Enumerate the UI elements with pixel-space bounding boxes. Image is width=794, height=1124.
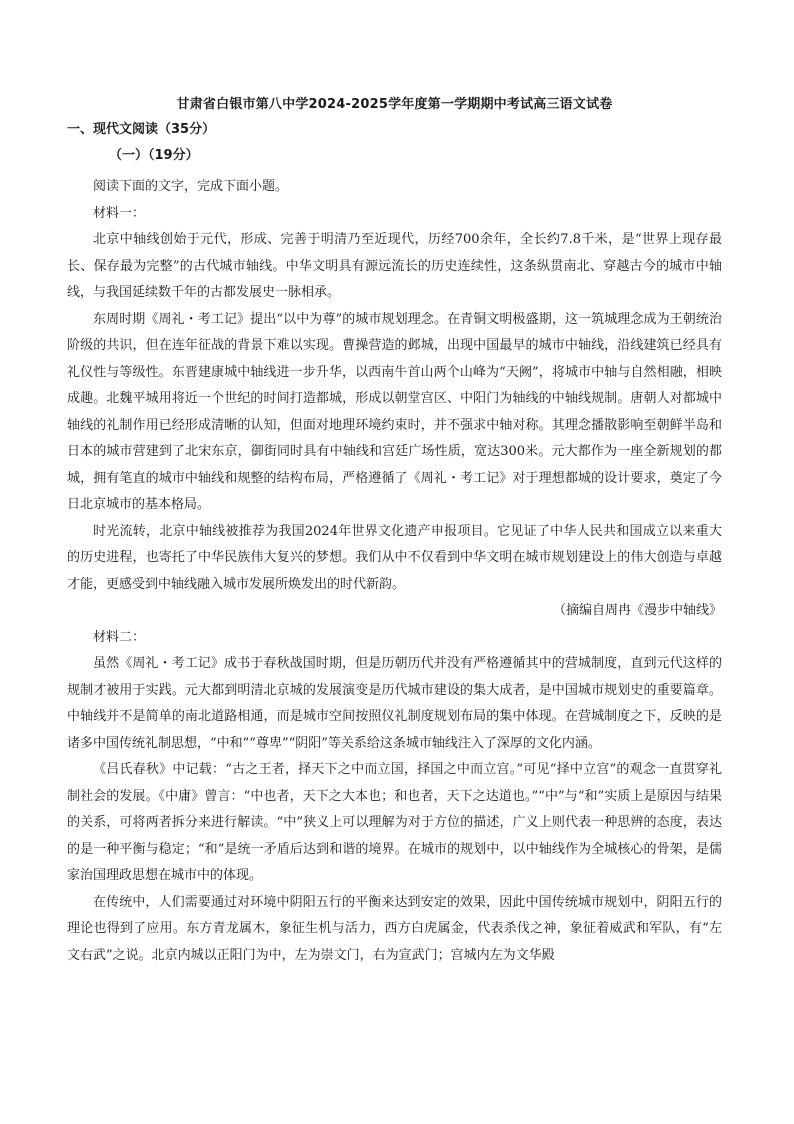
instruction-text: 阅读下面的文字，完成下面小题。 bbox=[93, 179, 289, 194]
material1-paragraph: 时光流转，北京中轴线被推荐为我国2024年世界文化遗产申报项目。它见证了中华人民共和国成立以来重大的历史进程，也寄托了中华民族伟大复兴的梦想。我们从中不仅看到中华文明在城市规划建设上的伟大创造与卓越才能，更感受到中轴线融入城市发展所焕发出的时代新韵。 bbox=[67, 523, 722, 592]
material2-paragraph: 虽然《周礼・考工记》成书于春秋战国时期，但是历朝历代并没有严格遵循其中的营城制度，直到元代这样的规制才被用于实践。元大都到明清北京城的发展演变是历代城市建设的集大成者，是中国城市规划史的重要篇章。中轴线并不是简单的南北道路相通，而是城市空间按照仪礼制度规划布局的集中体现。在营城制度之下，反映的是诸多中国传统礼制思想，“中和”“尊卑”“阴阳”等关系给这条城市轴线注入了深厚的文化内涵。 bbox=[67, 656, 722, 751]
section-heading: 一、现代文阅读（35分） bbox=[67, 122, 216, 137]
material1-paragraph: 北京中轴线创始于元代，形成、完善于明清乃至近现代，历经700余年，全长约7.8千米，是“世界上现存最长、保存最为完整”的古代城市轴线。中华文明具有源远流长的历史连续性，这条纵贯南北、穿越古今的城市中轴线，与我国延续数千年的古都发展史一脉相承。 bbox=[67, 232, 722, 300]
material2-paragraph: 在传统中，人们需要通过对环境中阴阳五行的平衡来达到安定的效果，因此中国传统城市规划中，阴阳五行的理论也得到了应用。东方青龙属木，象征生机与活力，西方白虎属金，代表杀伐之神，象征着威武和军队，有“左文右武”之说。北京内城以正阳门为中，左为崇文门，右为宣武门；宫城内左为文华殿 bbox=[67, 894, 722, 963]
material1-paragraph: 东周时期《周礼・考工记》提出“以中为尊”的城市规划理念。在青铜文明极盛期，这一筑城理念成为王朝统治阶级的共识，但在连年征战的背景下难以实现。曹操营造的邺城，出现中国最早的城市中轴线，沿线建筑已经具有礼仪性与等级性。东晋建康城中轴线进一步升华，以西南牛首山两个山峰为“天阙”，将城市中轴与自然相融，相映成趣。北魏平城用将近一个世纪的时间打造都城，形成以朝堂宫区、中阳门为轴线的中轴线规制。唐朝人对都城中轴线的礼制作用已经形成清晰的认知，但面对地理环境约束时，并不强求中轴对称。其理念播散影响至朝鲜半岛和日本的城市营建到了北宋东京，御街同时具有中轴线和宫廷广场性质，宽达300米。元大都作为一座全新规划的都城，拥有笔直的城市中轴线和规整的结构布局，严格遵循了《周礼・考工记》对于理想都城的设计要求，奠定了今日北京城市的基本格局。 bbox=[67, 311, 722, 512]
material2-label: 材料二： bbox=[93, 629, 146, 645]
material1-label: 材料一： bbox=[93, 205, 146, 221]
material1-source: （摘编自周冉《漫步中轴线》 bbox=[552, 603, 722, 618]
subsection-heading: （一）（19分） bbox=[109, 148, 199, 163]
material2-paragraph: 《吕氏春秋》中记载：“古之王者，择天下之中而立国，择国之中而立宫。”可见“择中立宫”的观念一直贯穿礼制社会的发展。《中庸》曾言：“中也者，天下之大本也；和也者，天下之达道也。”“中”与“和”实质上是原因与结果的关系，可将两者拆分来进行解读。“中”狭义上可以理解为对于方位的描述，广义上则代表一种思辨的态度，表达的是一种平衡与稳定；“和”是统一矛盾后达到和谐的境界。在城市的规划中，以中轴线作为全城核心的骨架，是儒家治国理政思想在城市中的体现。 bbox=[67, 762, 722, 883]
document-title: 甘肃省白银市第八中学2024-2025学年度第一学期期中考试高三语文试卷 bbox=[176, 97, 613, 112]
